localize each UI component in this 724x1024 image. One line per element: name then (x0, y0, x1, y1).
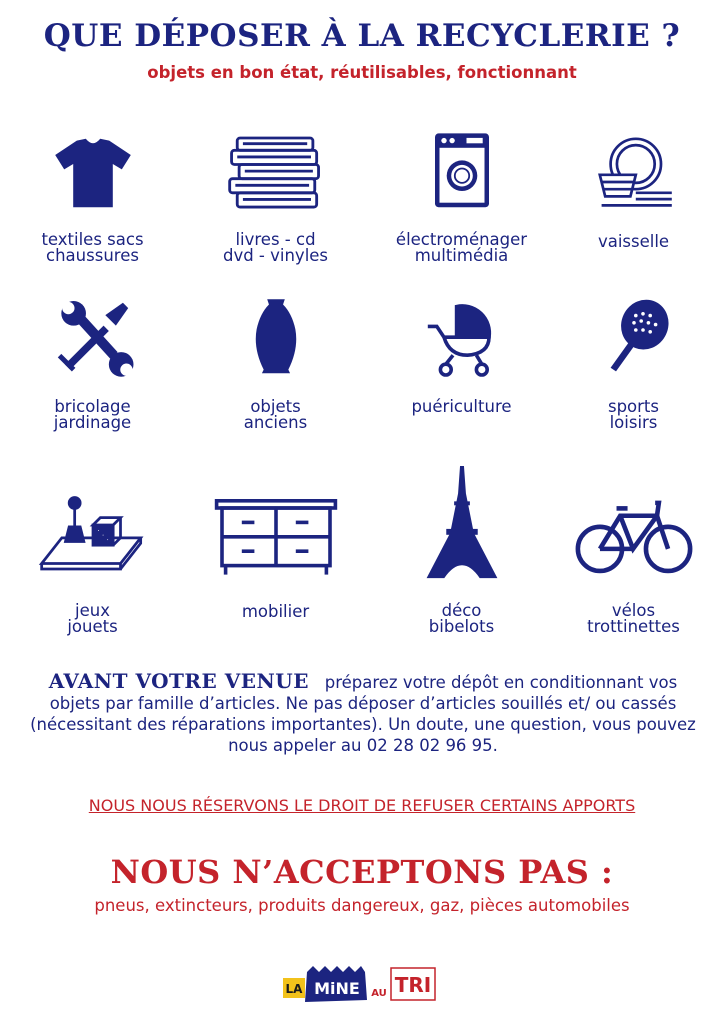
tools-icon (49, 294, 137, 382)
category-bikes-label: vélos trottinettes (587, 601, 680, 636)
before-visit-paragraph (30, 671, 696, 756)
la-mine-au-tri-logo (283, 962, 443, 1006)
pram-icon (417, 294, 507, 384)
category-childcare (371, 294, 552, 384)
not-accepted-title: NOUS N’ACCEPTONS PAS : (110, 853, 614, 891)
board-game-icon (38, 490, 148, 582)
before-visit-text: préparez votre dépôt en conditionnant vos objets par famille d’articles. Ne pas déposer d’articles souillés et/ ou cassés (nécessitant des réparations importantes). Un doute, une question, vous pouvez nous appeler au 02 28 02 96 95. (30, 673, 696, 755)
category-childcare-label: puériculture (411, 397, 512, 416)
category-games-label: jeux jouets (67, 601, 118, 636)
page-subtitle: objets en bon état, réutilisables, fonctionnant (147, 63, 577, 82)
category-antiques-label: objets anciens (243, 397, 308, 432)
category-textiles-label: textiles sacs chaussures (41, 230, 144, 265)
reserve-notice: NOUS NOUS RÉSERVONS LE DROIT DE REFUSER CERTAINS APPORTS (88, 796, 636, 815)
category-dishes (543, 128, 724, 218)
category-books (185, 128, 366, 218)
logo-la: LA (285, 982, 303, 996)
bicycle-icon (574, 490, 694, 582)
category-games (2, 490, 183, 582)
category-tools-label: bricolage jardinage (53, 397, 132, 432)
category-decoration (371, 464, 552, 582)
category-tools (2, 294, 183, 382)
racket-icon (589, 294, 679, 384)
category-antiques (185, 294, 366, 382)
category-sports (543, 294, 724, 384)
dresser-icon (211, 490, 341, 580)
category-appliances-label: électroménager multimédia (395, 230, 528, 265)
logo-mine: MiNE (314, 979, 360, 998)
before-visit-heading: AVANT VOTRE VENUE (48, 669, 309, 693)
tshirt-icon (48, 128, 138, 218)
category-appliances (371, 128, 552, 218)
books-icon (224, 128, 328, 218)
category-books-label: livres - cd dvd - vinyles (222, 230, 329, 265)
category-furniture (185, 490, 366, 580)
category-sports-label: sports loisirs (607, 397, 659, 432)
category-decoration-label: déco bibelots (428, 601, 495, 636)
logo-tri: TRI (394, 973, 432, 997)
not-accepted-list: pneus, extincteurs, produits dangereux, gaz, pièces automobiles (94, 896, 630, 915)
page-title: QUE DÉPOSER À LA RECYCLERIE ? (43, 18, 681, 54)
category-bikes (543, 490, 724, 582)
logo-au: AU (371, 988, 387, 999)
category-dishes-label: vaisselle (597, 232, 670, 251)
washing-machine-icon (417, 128, 507, 218)
category-furniture-label: mobilier (241, 602, 310, 621)
eiffel-tower-icon (422, 464, 502, 582)
dishes-icon (589, 128, 679, 218)
vase-icon (232, 294, 320, 382)
category-textiles (2, 128, 183, 218)
